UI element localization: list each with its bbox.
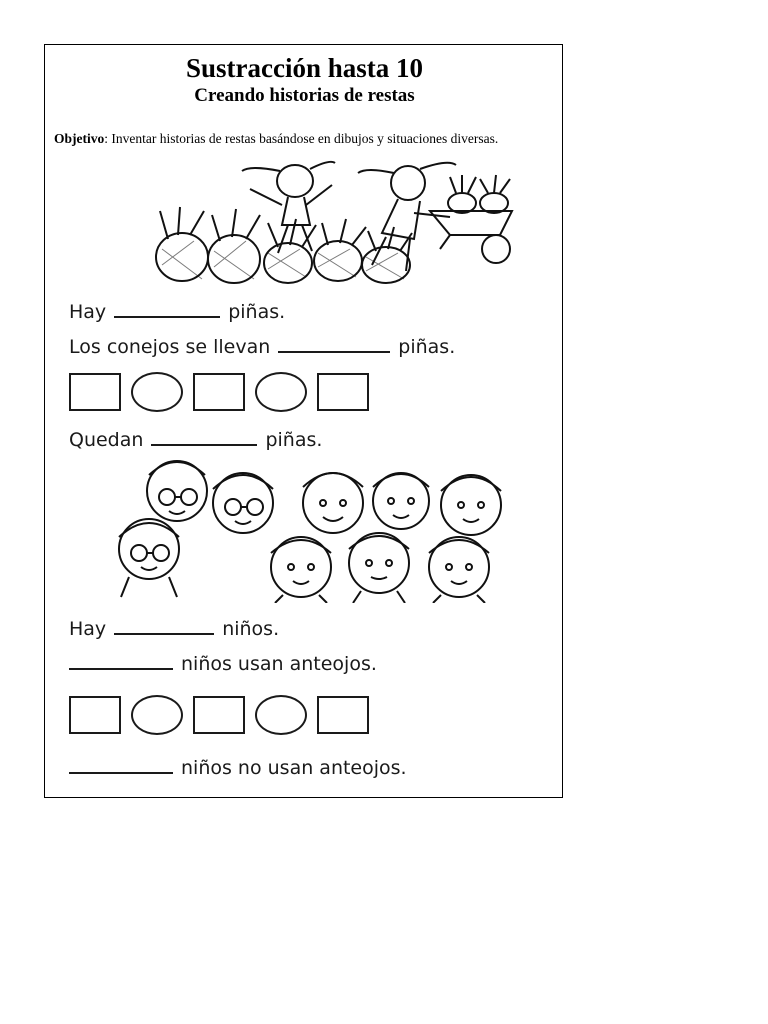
children-total-prefix: Hay	[69, 618, 107, 640]
equation-circle-3[interactable]	[131, 695, 183, 735]
children-group-illustration	[105, 453, 515, 603]
pineapples-remaining-prefix: Quedan	[69, 429, 144, 451]
rabbits-pineapples-illustration	[150, 153, 530, 285]
equation-square-1[interactable]	[69, 373, 121, 411]
equation-square-4[interactable]	[69, 696, 121, 734]
children-glasses-line	[61, 653, 377, 675]
rabbits-take-blank[interactable]	[278, 350, 390, 353]
children-no-glasses-suffix: niños no usan anteojos.	[181, 757, 407, 779]
objective-text: : Inventar historias de restas basándose en dibujos y situaciones diversas.	[104, 131, 499, 146]
pineapples-remaining-blank[interactable]	[151, 443, 257, 446]
children-no-glasses-line	[61, 757, 407, 779]
pineapples-remaining-suffix: piñas.	[265, 429, 323, 451]
children-equation-boxes	[69, 695, 369, 735]
pineapples-total-blank[interactable]	[114, 315, 220, 318]
children-total-suffix: niños.	[222, 618, 280, 640]
worksheet-subtitle: Creando historias de restas	[194, 85, 415, 106]
rabbits-take-suffix: piñas.	[398, 336, 456, 358]
equation-circle-2[interactable]	[255, 372, 307, 412]
objective-line	[54, 131, 498, 147]
children-total-blank[interactable]	[114, 632, 214, 635]
rabbits-take-line	[69, 336, 455, 358]
equation-square-6[interactable]	[317, 696, 369, 734]
pineapples-remaining-line	[69, 429, 322, 451]
equation-square-3[interactable]	[317, 373, 369, 411]
children-total-line	[69, 618, 279, 640]
pineapples-total-prefix: Hay	[69, 301, 107, 323]
objective-label: Objetivo	[54, 131, 105, 146]
children-no-glasses-blank[interactable]	[69, 771, 173, 774]
children-glasses-blank[interactable]	[69, 667, 173, 670]
pineapples-equation-boxes	[69, 372, 369, 412]
worksheet-page	[44, 44, 563, 798]
equation-square-5[interactable]	[193, 696, 245, 734]
equation-circle-1[interactable]	[131, 372, 183, 412]
children-glasses-suffix: niños usan anteojos.	[181, 653, 377, 675]
equation-circle-4[interactable]	[255, 695, 307, 735]
worksheet-title: Sustracción hasta 10	[185, 53, 423, 83]
equation-square-2[interactable]	[193, 373, 245, 411]
pineapples-total-line	[69, 301, 285, 323]
rabbits-take-prefix: Los conejos se llevan	[69, 336, 271, 358]
pineapples-total-suffix: piñas.	[228, 301, 286, 323]
